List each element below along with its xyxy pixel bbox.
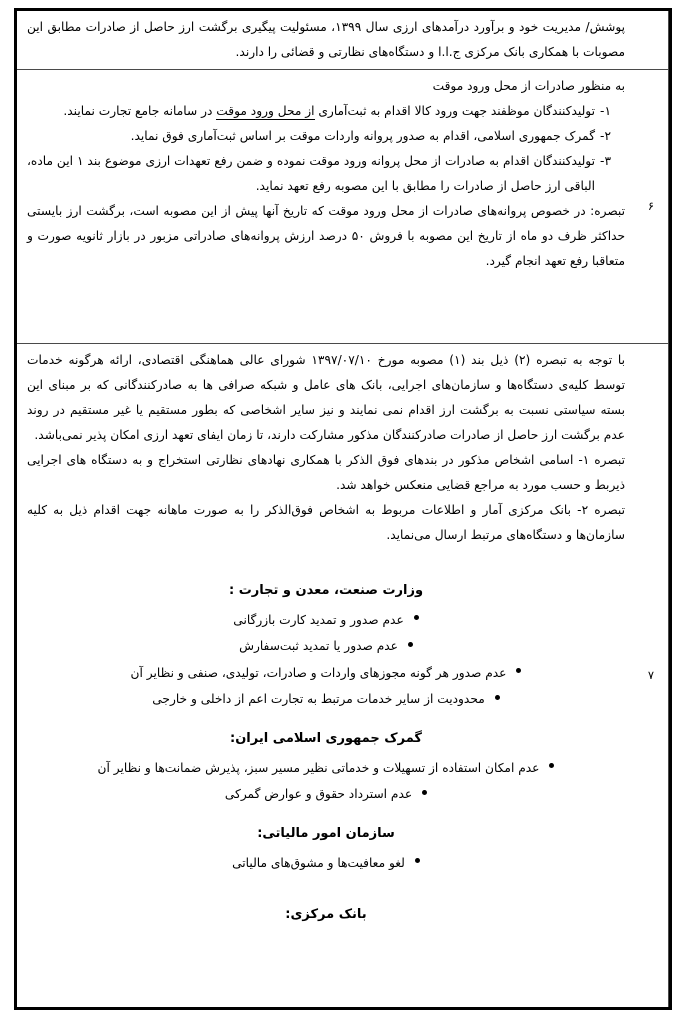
row-lead-text: به منظور صادرات از محل ورود موقت (432, 79, 625, 93)
bullet-text: عدم صدور و تمدید کارت بازرگانی (233, 612, 404, 627)
regulation-table (14, 8, 672, 1010)
row-content-cell (17, 11, 634, 69)
section-heading: وزارت صنعت، معدن و تجارت : (228, 583, 424, 598)
list-marker: ۲- (600, 129, 611, 143)
list-item (27, 99, 625, 124)
row-number-cell: ۶ (634, 70, 669, 343)
list-item-text: گمرک جمهوری اسلامی، اقدام به صدور پروانه واردات موقت بر اساس ثبت‌آماری فوق نماید. (130, 129, 595, 143)
table-row (17, 11, 669, 70)
bullet-list (27, 754, 625, 807)
bullet-list (27, 849, 625, 876)
list-item (27, 781, 625, 808)
list-marker: ۱- (600, 104, 611, 118)
list-item (27, 606, 625, 633)
bullet-text: عدم صدور یا تمدید ثبت‌سفارش (239, 639, 398, 653)
row-number-cell: ۷ (634, 344, 669, 1007)
item-text-before: تولیدکنندگان موظفند جهت ورود کالا اقدام به ثبت‌آماری (314, 104, 595, 118)
paragraph: پوشش/ مدیریت خود و برآورد درآمدهای ارزی سال ۱۳۹۹، مسئولیت پیگیری برگشت ارز حاصل از صادرات مطابق این مصوبات با همکاری بانک مرکزی ج.ا.ا و دستگاه‌های نظارتی و قضائی را دارند. (27, 20, 626, 59)
section-heading: سازمان امور مالیاتی: (257, 826, 395, 841)
table-row (17, 70, 669, 344)
paragraph: تبصره ۱- اسامی اشخاص مذکور در بندهای فوق الذکر با همکاری نهادهای نظارتی استخراج و به دستگاه های اجرایی ذیربط و حسب مورد به مراجع قضایی منعکس خواهد شد. (27, 453, 626, 492)
bullet-text: عدم استرداد حقوق و عوارض گمرکی (224, 787, 413, 801)
row-content-cell (17, 344, 634, 1007)
list-item (27, 754, 625, 781)
item-text-after: در سامانه جامع تجارت نمایند. (63, 104, 217, 118)
list-marker: ۳- (600, 154, 611, 168)
row-number-cell (634, 11, 669, 69)
table-row (17, 344, 669, 1007)
list-item (27, 686, 625, 713)
bullet-text: عدم امکان استفاده از تسهیلات و خدماتی نظیر مسیر سبز، پذیرش ضمانت‌ها و نظایر آن (97, 760, 540, 775)
bullet-dot-icon (495, 695, 500, 700)
list-item (27, 149, 625, 199)
row-content-cell (17, 70, 634, 343)
numbered-list (27, 99, 625, 199)
section-heading: گمرک جمهوری اسلامی ایران: (230, 731, 422, 746)
bullet-dot-icon (549, 763, 554, 768)
list-item (27, 659, 625, 686)
bullet-dot-icon (422, 790, 427, 795)
list-item-text: تولیدکنندگان اقدام به صادرات از محل پروانه ورود موقت نموده و ضمن رفع تعهدات ارزی موضوع بند ۱ این ماده، الباقی ارز حاصل از صادرات را مطابق با این مصوبه رفع تعهد نماید. (27, 154, 595, 193)
bullet-dot-icon (516, 668, 521, 673)
list-item (27, 124, 625, 149)
bullet-dot-icon (408, 642, 413, 647)
bullet-list (27, 606, 625, 712)
bullet-text: عدم صدور هر گونه مجوزهای واردات و صادرات، تولیدی، صنفی و نظایر آن (130, 665, 507, 680)
bullet-text: محدودیت از سایر خدمات مرتبط به تجارت اعم از داخلی و خارجی (152, 692, 485, 706)
list-item-text (27, 99, 595, 124)
bullet-dot-icon (415, 858, 420, 863)
bullet-dot-icon (414, 615, 419, 620)
trailing-section-heading: بانک مرکزی: (285, 906, 367, 922)
list-item (27, 633, 625, 660)
note-paragraph: تبصره: در خصوص پروانه‌های صادرات از محل ورود موقت که تاریخ آنها پیش از این مصوبه است، برگشت ارز بایستی حداکثر ظرف دو ماه از تاریخ این مصوبه با فروش ۵۰ درصد ارزش پروانه‌های صادراتی مزبور در بازار ثانویه صورت و متعاقبا رفع تعهد انجام گیرد. (27, 204, 626, 268)
paragraph: تبصره ۲- بانک مرکزی آمار و اطلاعات مربوط به اشخاص فوق‌الذکر را به صورت ماهانه جهت اقدام ذیل به کلیه سازمان‌ها و دستگاه‌های مرتبط ارسال می‌نماید. (27, 503, 626, 542)
list-item (27, 849, 625, 876)
item-text-underlined: از محل ورود موقت (216, 104, 315, 118)
bullet-text: لغو معافیت‌ها و مشوق‌های مالیاتی (232, 855, 405, 870)
paragraph: با توجه به تبصره (۲) ذیل بند (۱) مصوبه مورخ ۱۳۹۷/۰۷/۱۰ شورای عالی هماهنگی اقتصادی، ارائه هرگونه خدمات توسط کلیه‌ی دستگاه‌ها و سازمان‌های اجرایی، بانک های عامل و شبکه صرافی ها به صادرکنندگانی که بر مبنای این بسته سیاستی نسبت به برگشت ارز اقدام نمی نمایند و نیز سایر اشخاصی که بطور مستقیم یا غیر مستقیم در روند عدم برگشت ارز حاصل از صادرات صادرکنندگان مذکور مشارکت دارند، تا زمان ایفای تعهد ارزی امکان پذیر نمی‌باشد. (27, 353, 625, 442)
